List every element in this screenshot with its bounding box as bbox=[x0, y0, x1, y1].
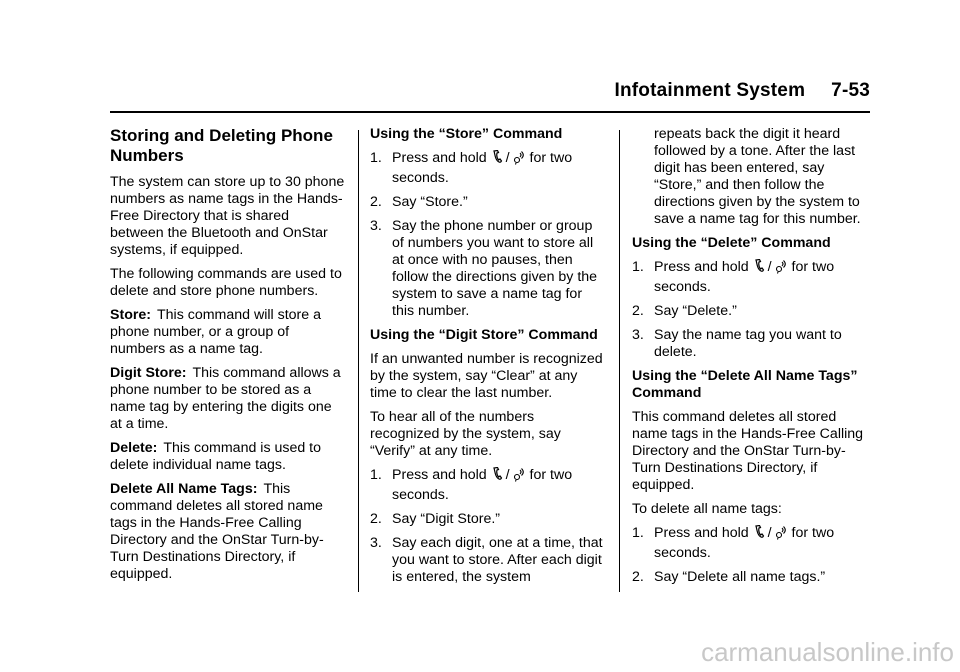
step-number: 3. bbox=[370, 218, 382, 234]
digit-store-definition bbox=[110, 365, 346, 433]
delete-definition bbox=[110, 440, 346, 474]
store-heading: Using the “Store” Command bbox=[370, 126, 563, 142]
intro-paragraph: The system can store up to 30 phone numbers as name tags in the Hands-Free Directory that is shared between the Bluetooth and OnStar systems, if equipped. bbox=[110, 174, 345, 258]
digit-store-term: Digit Store: bbox=[110, 365, 187, 381]
step-item bbox=[370, 535, 606, 586]
delete-all-description: This command deletes all stored name tags in the Hands-Free Calling Directory and the OnStar Turn-by-Turn Destinations Directory, if equipped. bbox=[110, 481, 324, 582]
header-rule bbox=[110, 111, 870, 113]
step-item bbox=[632, 259, 872, 296]
delete-term: Delete: bbox=[110, 440, 158, 456]
icon-slash: / bbox=[767, 259, 772, 275]
step-text: Say “Digit Store.” bbox=[392, 511, 501, 527]
step-number: 2. bbox=[370, 194, 382, 210]
delete-description: This command is used to delete individual name tags. bbox=[110, 440, 322, 473]
voice-icon bbox=[513, 150, 525, 170]
icon-slash: / bbox=[767, 525, 772, 541]
delete-all-description: This command deletes all stored name tags in the Hands-Free Calling Directory and the OnStar Turn-by-Turn Destinations Directory, if equipped. bbox=[632, 409, 864, 493]
step-number: 2. bbox=[370, 511, 382, 527]
step-number: 3. bbox=[632, 327, 644, 343]
step-item bbox=[632, 303, 872, 320]
step-text: Press and hold bbox=[392, 150, 487, 166]
store-definition bbox=[110, 307, 346, 358]
digit-store-description: This command allows a phone number to be stored as a name tag by entering the digits one at a time. bbox=[110, 365, 341, 432]
step-number: 1. bbox=[370, 150, 382, 166]
step-item bbox=[632, 327, 872, 361]
step-text: for two seconds. bbox=[654, 259, 835, 295]
store-term: Store: bbox=[110, 307, 151, 323]
digit-store-intro: If an unwanted number is recognized by the system, say “Clear” at any time to clear the last number. bbox=[370, 351, 603, 401]
step-number: 1. bbox=[632, 525, 644, 541]
step-item bbox=[370, 194, 606, 211]
step-text: Say “Delete all name tags.” bbox=[654, 569, 826, 585]
step-text: Say “Store.” bbox=[392, 194, 468, 210]
step-item bbox=[370, 511, 606, 528]
step-text: Press and hold bbox=[654, 259, 749, 275]
step-number: 2. bbox=[632, 303, 644, 319]
delete-all-intro: To delete all name tags: bbox=[632, 501, 782, 517]
column-divider bbox=[358, 130, 359, 592]
digit-store-verify: To hear all of the numbers recognized by the system, say “Verify” at any time. bbox=[370, 409, 561, 459]
icon-slash: / bbox=[505, 467, 510, 483]
delete-all-definition bbox=[110, 481, 346, 583]
step-text: Press and hold bbox=[654, 525, 749, 541]
push-to-talk-icon bbox=[754, 259, 765, 279]
step-text: Say each digit, one at a time, that you want to store. After each digit is entered, the system bbox=[392, 535, 603, 585]
store-description: This command will store a phone number, or a group of numbers as a name tag. bbox=[110, 307, 321, 357]
step-item bbox=[632, 525, 872, 562]
push-to-talk-icon bbox=[754, 525, 765, 545]
step-item bbox=[370, 218, 606, 320]
step-text: Say the phone number or group of numbers you want to store all at once with no pauses, then follow the directions given by the system to save a name tag for this number. bbox=[392, 218, 598, 319]
column-2 bbox=[370, 126, 606, 593]
watermark: carmanualsonline.info bbox=[701, 637, 954, 667]
push-to-talk-icon bbox=[492, 467, 503, 487]
page-header bbox=[615, 80, 871, 102]
step-text: for two seconds. bbox=[392, 467, 573, 503]
step-number: 1. bbox=[632, 259, 644, 275]
step-number: 2. bbox=[632, 569, 644, 585]
step-text: Say the name tag you want to delete. bbox=[654, 327, 842, 360]
delete-heading: Using the “Delete” Command bbox=[632, 235, 831, 251]
digit-store-heading: Using the “Digit Store” Command bbox=[370, 327, 598, 343]
voice-icon bbox=[513, 467, 525, 487]
step-number: 3. bbox=[370, 535, 382, 551]
push-to-talk-icon bbox=[492, 150, 503, 170]
step-item bbox=[370, 467, 606, 504]
page-number: 7-53 bbox=[831, 80, 870, 101]
column-3 bbox=[632, 126, 872, 593]
header-title: Infotainment System bbox=[614, 80, 806, 101]
step-text: Say “Delete.” bbox=[654, 303, 737, 319]
icon-slash: / bbox=[505, 150, 510, 166]
section-title: Storing and Deleting Phone Numbers bbox=[110, 126, 333, 165]
step-text: for two seconds. bbox=[392, 150, 573, 186]
step-item bbox=[632, 569, 872, 586]
step-item bbox=[370, 150, 606, 187]
step-continuation: repeats back the digit it heard followed by a tone. After the last digit has been entered, say “Store,” and then follow the directions given by the system to save a name tag for this number. bbox=[654, 126, 861, 227]
delete-all-term: Delete All Name Tags: bbox=[110, 481, 258, 497]
voice-icon bbox=[775, 525, 787, 545]
step-text: for two seconds. bbox=[654, 525, 835, 561]
commands-intro: The following commands are used to delete and store phone numbers. bbox=[110, 266, 342, 299]
delete-all-heading: Using the “Delete All Name Tags” Command bbox=[632, 368, 858, 401]
column-1 bbox=[110, 126, 346, 590]
step-number: 1. bbox=[370, 467, 382, 483]
voice-icon bbox=[775, 259, 787, 279]
column-divider bbox=[619, 130, 620, 592]
step-text: Press and hold bbox=[392, 467, 487, 483]
